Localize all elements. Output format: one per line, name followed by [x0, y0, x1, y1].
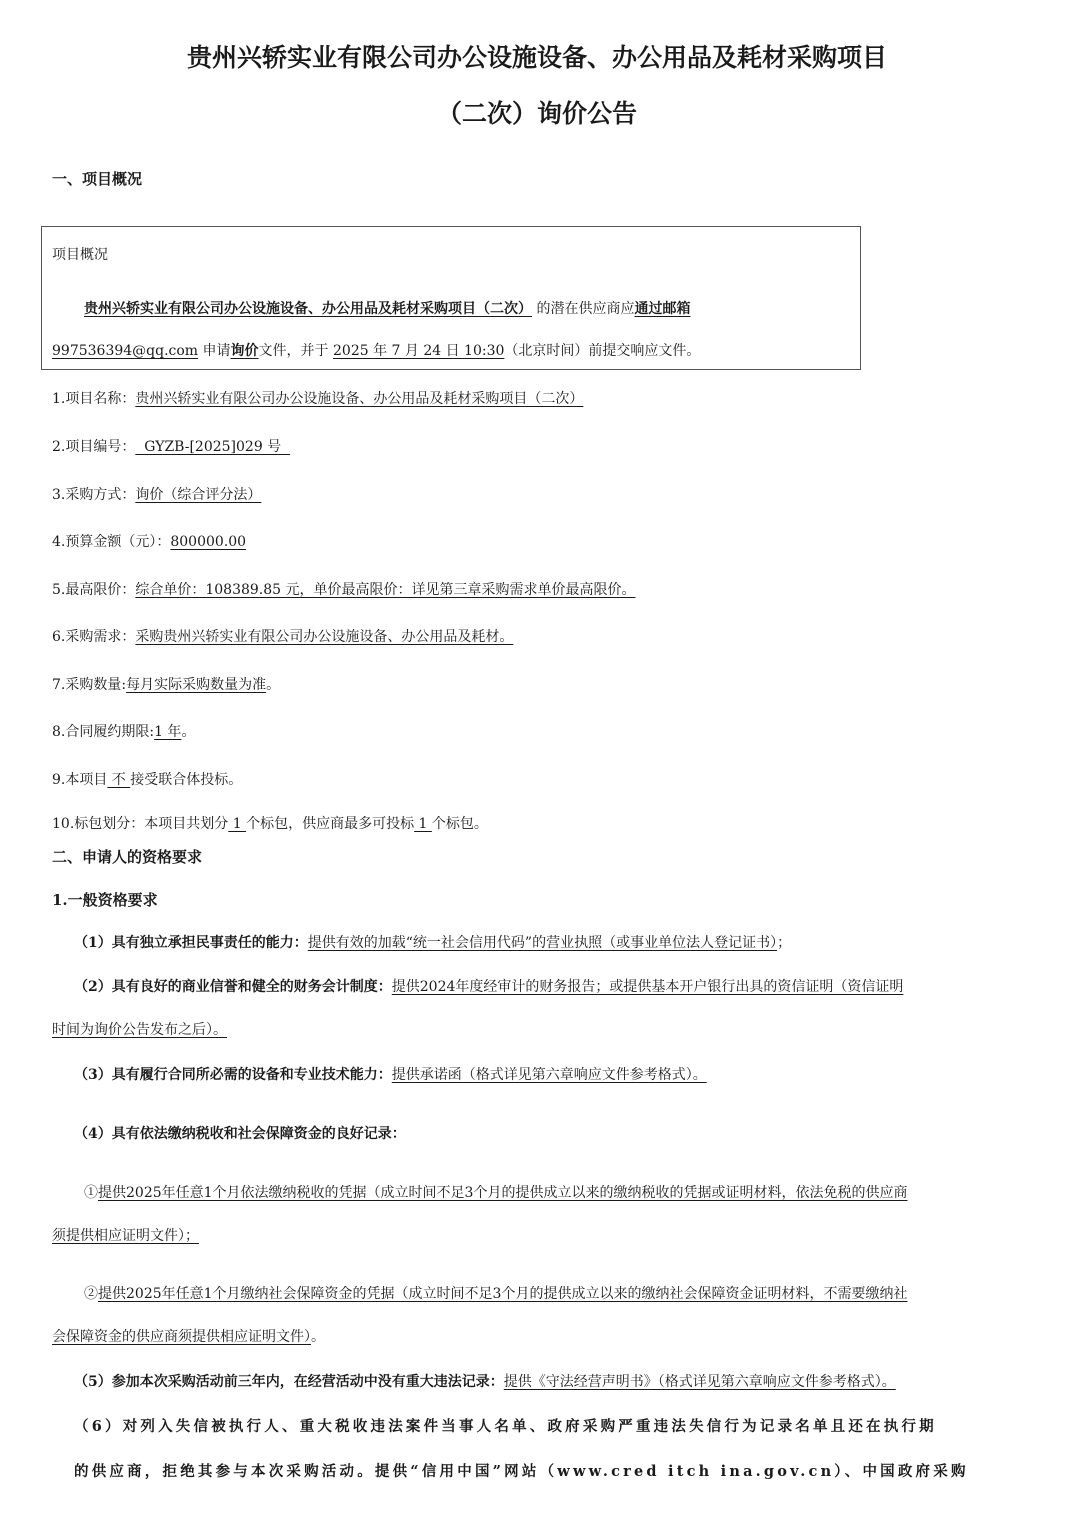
project-item-6 [52, 626, 513, 646]
item-suffix: 个标包。 [431, 816, 488, 832]
item-value: 1 年 [154, 724, 182, 740]
item-value: 不 [107, 772, 131, 788]
requirement-text: 提供2025年任意1个月依法缴纳税收的凭据（成立时间不足3个月的提供成立以来的缴纳税收的凭据或证明材料，依法免税的供应商 [98, 1185, 908, 1201]
requirement-text: 提供2025年任意1个月缴纳社会保障资金的凭据（成立时间不足3个月的提供成立以来的缴纳社会保障资金证明材料，不需要缴纳社 [98, 1286, 908, 1302]
requirement-2-continued [52, 1019, 227, 1039]
requirement-5 [74, 1371, 896, 1391]
requirement-6-line1: （6）对列入失信被执行人、重大税收违法案件当事人名单、政府采购严重违法失信行为记录名单且还在执行期 [74, 1418, 937, 1435]
overview-box-line1 [84, 298, 690, 318]
overview-email-lead: 通过邮箱 [634, 301, 691, 317]
requirement-2 [74, 976, 903, 996]
item-label: 5.最高限价： [52, 582, 136, 598]
requirement-text: 提供承诺函（格式详见第六章响应文件参考格式）。 [391, 1067, 707, 1083]
project-item-4 [52, 531, 246, 551]
requirement-4b [84, 1283, 907, 1303]
item-value: 每月实际采购数量为准 [126, 677, 267, 693]
general-qualifications-heading: 1.一般资格要求 [52, 891, 158, 909]
requirement-text: 提供《守法经营声明书》（格式详见第六章响应文件参考格式）。 [503, 1374, 896, 1390]
project-item-5 [52, 579, 636, 599]
item-label: 4.预算金额（元）： [52, 534, 171, 550]
project-item-3 [52, 484, 261, 504]
overview-deadline: 2025 年 7 月 24 日 10:30 [333, 343, 505, 359]
item-label: 10.标包划分：本项目共划分 [52, 816, 229, 832]
item-value: 贵州兴轿实业有限公司办公设施设备、办公用品及耗材采购项目（二次） [135, 391, 584, 407]
requirement-title: （2）具有良好的商业信誉和健全的财务会计制度： [74, 979, 392, 995]
item-value: 800000.00 [170, 534, 247, 550]
item-label: 1.项目名称： [52, 391, 136, 407]
item-suffix: 接受联合体投标。 [130, 772, 243, 788]
requirement-text: 时间为询价公告发布之后）。 [52, 1022, 227, 1038]
requirement-3 [74, 1064, 707, 1084]
requirement-4b-continued [52, 1326, 325, 1346]
item-label: 3.采购方式： [52, 487, 136, 503]
item-label: 6.采购需求： [52, 629, 136, 645]
requirement-text: 提供有效的加载“统一社会信用代码”的营业执照（或事业单位法人登记证书） [307, 935, 778, 951]
project-item-7 [52, 674, 280, 694]
requirement-4 [74, 1123, 406, 1143]
overview-email: 997536394@qq.com [52, 343, 199, 359]
item-value: 采购贵州兴轿实业有限公司办公设施设备、办公用品及耗材。 [135, 629, 514, 645]
overview-project-name: 贵州兴轿实业有限公司办公设施设备、办公用品及耗材采购项目（二次） [84, 301, 532, 317]
item-count-1: 1 [228, 816, 247, 832]
project-item-9 [52, 769, 242, 789]
requirement-text: 提供2024年度经审计的财务报告；或提供基本开户银行出具的资信证明（资信证明 [391, 979, 904, 995]
item-value: 询价（综合评分法） [135, 487, 262, 503]
item-suffix: 。 [181, 724, 196, 740]
requirement-4a-continued [52, 1225, 199, 1245]
requirement-title: （1）具有独立承担民事责任的能力： [74, 935, 308, 951]
overview-text3: 文件，并于 [258, 343, 329, 359]
requirement-4a [84, 1182, 907, 1202]
requirement-title: （3）具有履行合同所必需的设备和专业技术能力： [74, 1067, 392, 1083]
requirement-suffix: ； [777, 935, 792, 951]
overview-apply-word: 询价 [230, 343, 259, 359]
item-suffix: 。 [266, 677, 281, 693]
item-count-2: 1 [414, 816, 432, 832]
project-item-8 [52, 721, 195, 741]
requirement-mark: ① [84, 1185, 98, 1201]
overview-box-label: 项目概况 [52, 247, 108, 263]
overview-text1: 的潜在供应商应 [536, 301, 635, 317]
requirement-suffix: 。 [311, 1329, 325, 1345]
requirement-text: 须提供相应证明文件）； [52, 1228, 199, 1244]
item-mid: 个标包，供应商最多可投标 [246, 816, 415, 832]
document-title-line2: （二次）询价公告 [436, 99, 637, 128]
requirement-6-line2: 的供应商，拒绝其参与本次采购活动。提供“信用中国”网站（www.cred itch ina.gov.cn）、中国政府采购 [74, 1463, 969, 1480]
project-item-2 [52, 436, 290, 456]
item-label: 2.项目编号： [52, 439, 136, 455]
requirement-title: （5）参加本次采购活动前三年内，在经营活动中没有重大违法记录： [74, 1374, 504, 1390]
item-label: 7.采购数量: [52, 677, 127, 693]
requirement-1 [74, 932, 791, 952]
project-item-1 [52, 388, 583, 408]
requirement-mark: ② [84, 1286, 98, 1302]
section2-heading: 二、申请人的资格要求 [52, 848, 203, 866]
requirement-title: （4）具有依法缴纳税收和社会保障资金的良好记录： [74, 1126, 406, 1142]
requirement-text: 会保障资金的供应商须提供相应证明文件） [52, 1329, 311, 1345]
overview-box-line2 [52, 340, 700, 360]
document-title-line1: 贵州兴轿实业有限公司办公设施设备、办公用品及耗材采购项目 [186, 43, 887, 72]
item-label: 8.合同履约期限: [52, 724, 155, 740]
overview-text4: （北京时间）前提交响应文件。 [504, 343, 701, 359]
project-item-10 [52, 813, 488, 833]
item-label: 9.本项目 [52, 772, 108, 788]
item-value: 综合单价：108389.85 元，单价最高限价：详见第三章采购需求单价最高限价。 [135, 582, 636, 598]
item-value: GYZB-[2025]029 号 [135, 439, 291, 455]
overview-text2: 申请 [202, 343, 231, 359]
section1-heading: 一、项目概况 [52, 170, 143, 188]
